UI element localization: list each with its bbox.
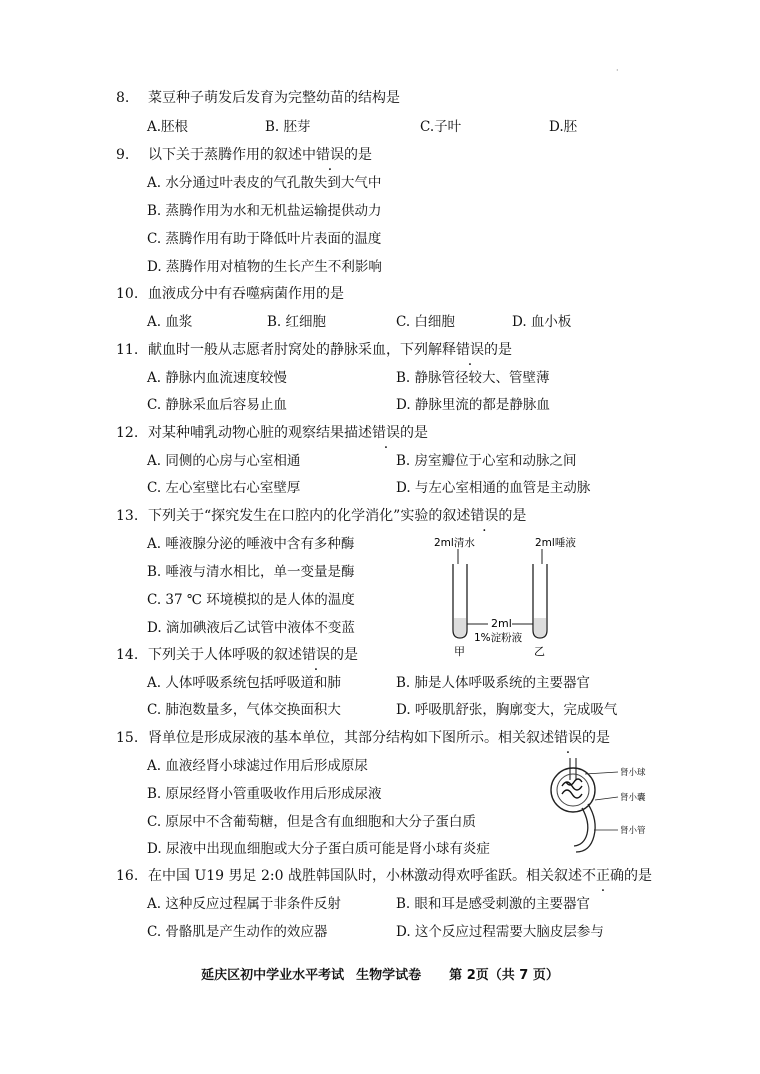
question-15: 15. 肾单位是形成尿液的基本单位，其部分结构如下图所示。相关叙述错误的是 <box>116 730 610 746</box>
page-footer <box>0 964 760 983</box>
emphasis-word: 错误 <box>316 147 344 163</box>
option-c: C.子叶 <box>420 119 462 135</box>
option-b: B. 静脉管径较大、管壁薄 <box>396 370 550 386</box>
question-11: 11. 献血时一般从志愿者肘窝处的静脉采血，下列解释错误的是 <box>116 342 512 358</box>
footer-page-number: 第 2页（共 7 页） <box>449 968 559 983</box>
option-a: A. 这种反应过程属于非条件反射 <box>147 896 341 912</box>
tube-label-yi: 乙 <box>534 645 545 658</box>
glomerulus-label: 肾小球 <box>620 768 646 778</box>
question-stem: 菜豆种子萌发后发育为完整幼苗的结构是 <box>148 90 400 106</box>
option-d: D. 血小板 <box>512 314 572 330</box>
emphasis-word: 不正确 <box>581 868 624 884</box>
option-c: C. 蒸腾作用有助于降低叶片表面的温度 <box>147 231 382 247</box>
tube1-top-label: 2ml清水 <box>434 537 475 549</box>
renal-tubule <box>574 808 588 846</box>
tube2-top-label: 2ml唾液 <box>535 537 576 549</box>
option-c: C. 左心室壁比右心室壁厚 <box>147 480 301 496</box>
capsule-label: 肾小囊 <box>620 793 646 803</box>
option-b: B. 胚芽 <box>265 119 311 135</box>
option-b: B. 肺是人体呼吸系统的主要器官 <box>396 675 591 691</box>
emphasis-word: 错误 <box>302 647 330 663</box>
option-b: B. 蒸腾作用为水和无机盐运输提供动力 <box>147 203 382 219</box>
option-d: D. 这个反应过程需要大脑皮层参与 <box>396 924 604 940</box>
option-d: D. 滴加碘液后乙试管中液体不变蓝 <box>147 620 355 636</box>
option-a: A. 同侧的心房与心室相通 <box>147 453 301 469</box>
corner-mark: · <box>616 66 619 75</box>
volume-label: 2ml <box>491 617 512 630</box>
question-9: 9. 以下关于蒸腾作用的叙述中错误的是 <box>116 147 372 163</box>
option-c: C. 骨骼肌是产生动作的效应器 <box>147 924 328 940</box>
question-13: 13. 下列关于“探究发生在口腔内的化学消化”实验的叙述错误的是 <box>116 508 527 524</box>
emphasis-word: 错误 <box>372 425 400 441</box>
option-b: B. 红细胞 <box>267 314 327 330</box>
option-c: C. 肺泡数量多，气体交换面积大 <box>147 702 341 718</box>
question-10: 10. 血液成分中有吞噬病菌作用的是 <box>116 286 344 302</box>
footer-school: 延庆区初中学业水平考试 <box>201 968 345 983</box>
option-a: A. 人体呼吸系统包括呼吸道和肺 <box>147 675 341 691</box>
option-b: B. 唾液与清水相比，单一变量是酶 <box>147 564 355 580</box>
option-c: C. 静脉采血后容易止血 <box>147 397 287 413</box>
option-b: B. 房室瓣位于心室和动脉之间 <box>396 453 577 469</box>
option-b: B. 原尿经肾小管重吸收作用后形成尿液 <box>147 786 382 802</box>
option-c: C. 白细胞 <box>396 314 455 330</box>
option-a: A. 水分通过叶表皮的气孔散失到大气中 <box>147 175 382 191</box>
test-tube-figure <box>420 532 580 658</box>
emphasis-word: 错误 <box>554 730 582 746</box>
tube-label-jia: 甲 <box>454 645 465 658</box>
footer-subject: 生物学试卷 <box>356 968 422 983</box>
starch-label: 1%淀粉液 <box>474 632 523 644</box>
question-16: 16. 在中国 U19 男足 2:0 战胜韩国队时，小林激动得欢呼雀跃。相关叙述不正确的是 <box>116 868 652 884</box>
option-c: C. 原尿中不含葡萄糖，但是含有血细胞和大分子蛋白质 <box>147 814 476 830</box>
option-d: D. 尿液中出现血细胞或大分子蛋白质可能是肾小球有炎症 <box>147 841 490 857</box>
option-d: D. 与左心室相通的血管是主动脉 <box>396 480 591 496</box>
glomerulus <box>562 779 582 798</box>
option-d: D. 呼吸肌舒张，胸廓变大，完成吸气 <box>396 702 618 718</box>
option-b: B. 眼和耳是感受刺激的主要器官 <box>396 896 591 912</box>
question-8: 8. 菜豆种子萌发后发育为完整幼苗的结构是 <box>116 90 400 106</box>
option-a: A.胚根 <box>147 119 189 135</box>
option-a: A. 唾液腺分泌的唾液中含有多种酶 <box>147 536 355 552</box>
emphasis-word: 错误 <box>470 508 499 524</box>
option-a: A. 血液经肾小球滤过作用后形成原尿 <box>147 758 368 774</box>
option-d: D. 静脉里流的都是静脉血 <box>396 397 550 413</box>
option-d: D. 蒸腾作用对植物的生长产生不利影响 <box>147 259 382 275</box>
question-12: 12. 对某种哺乳动物心脏的观察结果描述错误的是 <box>116 425 428 441</box>
tubule-label: 肾小管 <box>620 826 646 836</box>
option-c: C. 37 ℃ 环境模拟的是人体的温度 <box>147 592 355 608</box>
option-d: D.胚 <box>549 119 578 135</box>
nephron-figure <box>540 752 660 860</box>
option-a: A. 静脉内血流速度较慢 <box>147 370 287 386</box>
emphasis-word: 错误 <box>456 342 484 358</box>
question-14: 14. 下列关于人体呼吸的叙述错误的是 <box>116 647 358 663</box>
option-a: A. 血浆 <box>147 314 193 330</box>
